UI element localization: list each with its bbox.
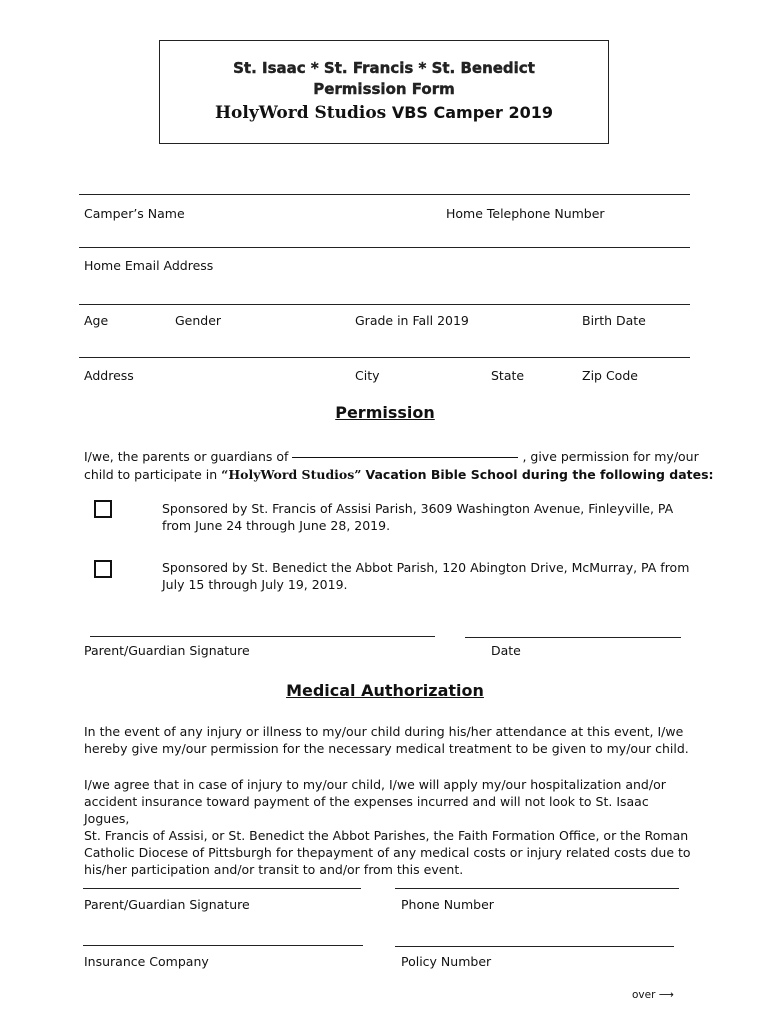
divider-3 <box>79 304 690 305</box>
phone-number-line[interactable] <box>395 888 679 889</box>
option2-line1: Sponsored by St. Benedict the Abbot Parish, 120 Abington Drive, McMurray, PA from <box>162 560 690 575</box>
medical-p2-line4: Catholic Diocese of Pittsburgh for thepayment of any medical costs or injury related costs due to <box>84 845 691 860</box>
option1-line2: from June 24 through June 28, 2019. <box>162 518 391 533</box>
child-name-blank[interactable] <box>292 457 518 458</box>
medical-p2-line3: St. Francis of Assisi, or St. Benedict the Abbot Parishes, the Faith Formation Office, or the Roman <box>84 828 689 843</box>
program-subtitle: VBS Camper 2019 <box>391 103 554 122</box>
phone-number-label: Phone Number <box>401 897 494 912</box>
permission-statement-line1 <box>84 449 699 465</box>
divider-4 <box>79 357 690 358</box>
birth-date-label: Birth Date <box>582 313 646 328</box>
permission-line2-end: Vacation Bible School during the following dates: <box>365 467 714 482</box>
permission-date-line[interactable] <box>465 637 681 638</box>
medical-p2-line1: I/we agree that in case of injury to my/our child, I/we will apply my/our hospitalization and/or <box>84 777 666 792</box>
permission-line1-end: , give permission for my/our <box>522 449 699 464</box>
program-title <box>160 101 608 125</box>
option2-line2: July 15 through July 19, 2019. <box>162 577 348 592</box>
zip-code-label: Zip Code <box>582 368 638 383</box>
insurance-company-label: Insurance Company <box>84 954 209 969</box>
medical-signature-label: Parent/Guardian Signature <box>84 897 250 912</box>
state-label: State <box>491 368 525 383</box>
medical-paragraph-2 <box>84 776 694 878</box>
divider-2 <box>79 247 690 248</box>
medical-p2-line5: his/her participation and/or transit to and/or from this event. <box>84 862 464 877</box>
permission-line2-brand: “HolyWord Studios” <box>221 467 362 482</box>
gender-label: Gender <box>175 313 222 328</box>
permission-signature-label: Parent/Guardian Signature <box>84 643 250 658</box>
policy-number-label: Policy Number <box>401 954 492 969</box>
insurance-company-line[interactable] <box>83 945 363 946</box>
medical-p1-line2: hereby give my/our permission for the necessary medical treatment to be given to my/our child. <box>84 741 689 756</box>
medical-signature-line[interactable] <box>83 888 361 889</box>
home-email-label: Home Email Address <box>84 258 214 273</box>
finleyville-checkbox[interactable] <box>94 500 112 518</box>
policy-number-line[interactable] <box>395 946 674 947</box>
grade-label: Grade in Fall 2019 <box>355 313 469 328</box>
permission-statement-line2 <box>84 467 714 483</box>
brand-name: HolyWord Studios <box>214 103 387 123</box>
permission-line2-start: child to participate in <box>84 467 218 482</box>
campers-name-label: Camper’s Name <box>84 206 185 221</box>
form-header <box>159 40 609 144</box>
permission-heading: Permission <box>335 403 435 422</box>
form-title: Permission Form <box>313 80 455 98</box>
age-label: Age <box>84 313 109 328</box>
over-indicator: over ⟶ <box>632 989 674 1001</box>
parish-names: St. Isaac * St. Francis * St. Benedict <box>233 59 535 77</box>
mcmurray-checkbox[interactable] <box>94 560 112 578</box>
medical-p2-line2: accident insurance toward payment of the expenses incurred and will not look to St. Isaac Jogues, <box>84 794 649 826</box>
permission-date-label: Date <box>491 643 521 658</box>
medical-authorization-heading: Medical Authorization <box>286 681 484 700</box>
medical-paragraph-1 <box>84 723 694 757</box>
address-label: Address <box>84 368 134 383</box>
permission-line1-start: I/we, the parents or guardians of <box>84 449 289 464</box>
medical-p1-line1: In the event of any injury or illness to my/our child during his/her attendance at this event, I/we <box>84 724 684 739</box>
home-phone-label: Home Telephone Number <box>446 206 605 221</box>
option1-line1: Sponsored by St. Francis of Assisi Parish, 3609 Washington Avenue, Finleyville, PA <box>162 501 674 516</box>
permission-signature-line[interactable] <box>90 636 435 637</box>
city-label: City <box>355 368 380 383</box>
divider-top <box>79 194 690 195</box>
